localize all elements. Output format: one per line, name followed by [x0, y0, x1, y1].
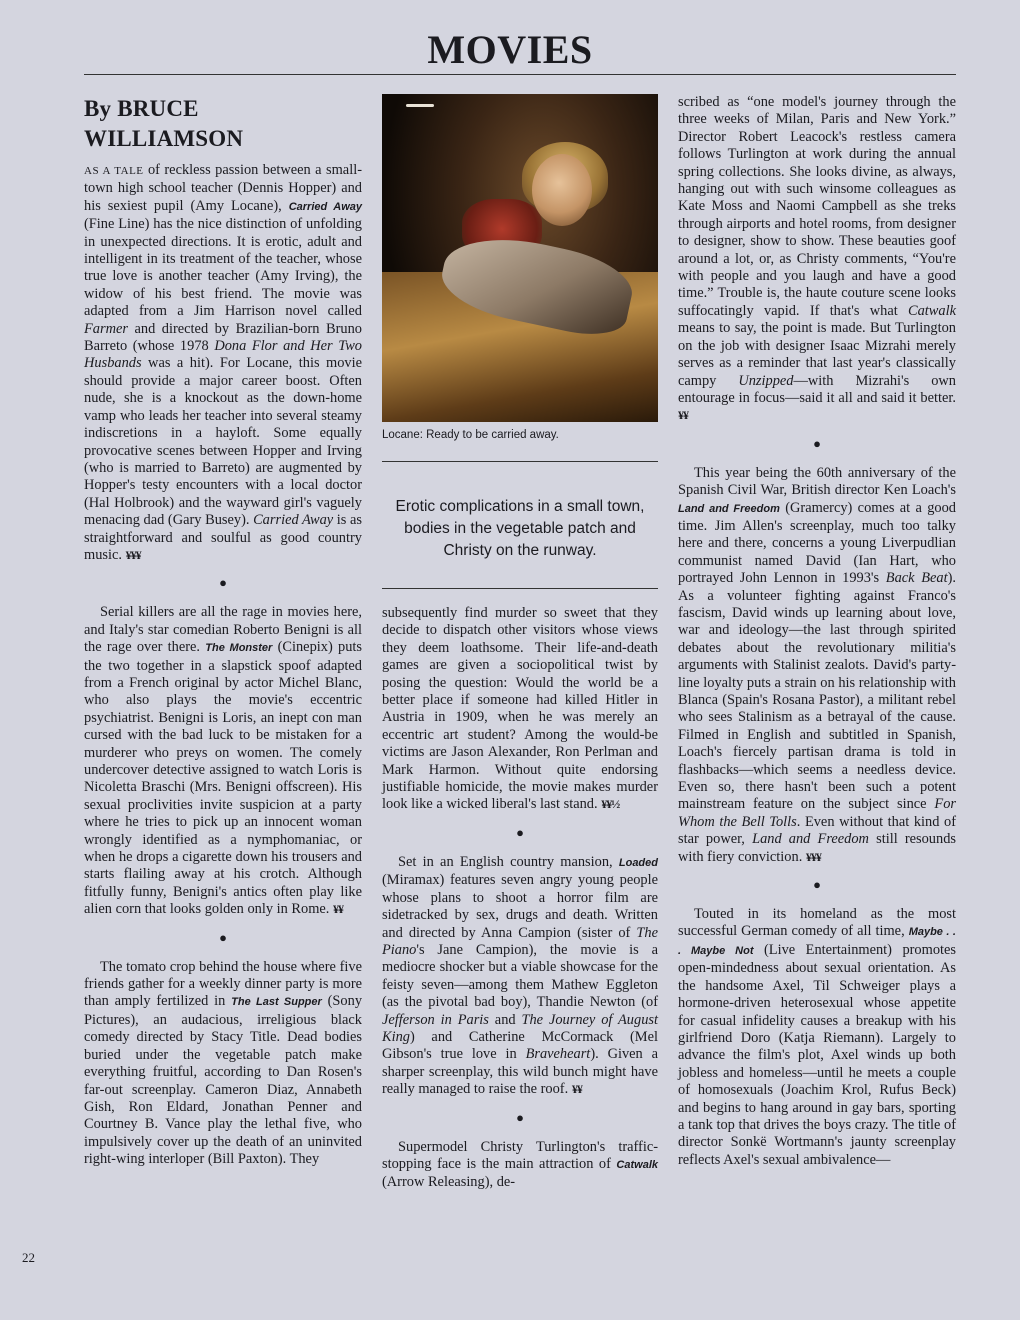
pull-quote-rule-bottom [382, 588, 658, 589]
column-2 [382, 94, 658, 1192]
byline: By BRUCE WILLIAMSON [84, 96, 244, 151]
rating-mark: ¥¥ [571, 1082, 582, 1097]
rating-mark: ¥¥½ [601, 797, 620, 812]
page-title: MOVIES [427, 27, 593, 72]
page-number: 22 [22, 1250, 35, 1265]
film-title: Carried Away [288, 200, 362, 213]
review-catwalk-cont: scribed as “one model's journey through the three weeks of Milan, Paris and New York.” Director Robert Leacock's restless camera follows Turlington at work during the annual spring collections. She looks divine, as always, hanging out with such winsome colleagues as Kate Moss and Naomi Campbell as she treks through airports and hotel rooms, from designer to designer, show to show. These beauties goof around a lot, or, as Christy comments, “You're with people and you laugh and have a good time.” Trouble is, the haute couture scene looks suffocatingly vapid. If that's what Catwalk means to say, the point is made. But Turlington on the job with designer Isaac Mizrahi merely serves as a reminder that last year's classically campy Unzipped—with Mizrahi's own entourage in focus—said it all and said it better. ¥¥ [678, 94, 956, 423]
section-bullet: ● [813, 435, 821, 451]
section-bullet: ● [219, 575, 227, 591]
column-3 [678, 94, 956, 1169]
review-last-supper: The tomato crop behind the house where five friends gather for a weekly dinner party is more than amply fertilized in The Last Supper (Sony Pictures), an audacious, irreligious black comedy directed by Stacy Title. Dead bodies buried under the vegetable patch make everything fruitful, according to Dan Rosen's far-out screenplay. Cameron Diaz, Annabeth Gish, Ron Eldard, Jonathan Penner and Courtney B. Vance play the lethal five, who impulsively cover up the death of an uninvited right-wing interloper (Bill Paxton). They [84, 958, 363, 1168]
pull-quote-rule-top [382, 461, 658, 462]
section-bullet: ● [813, 877, 821, 893]
review-carried-away: AS A TALE of reckless passion between a small-town high school teacher (Dennis Hopper) and his sexiest pupil (Amy Locane), Carried Away (Fine Line) has the nice distinction of unfolding in unexpected directions. It is erotic, adult and intelligent in its treatment of the teacher, whose true love is another teacher (Amy Irving), the widow of his best friend. The movie was adapted from a Jim Harrison novel called Farmer and directed by Brazilian-born Bruno Barreto (whose 1978 Dona Flor and Her Two Husbands was a hit). For Locane, this movie should provide a major career boost. Often nude, she is a knockout as the down-home vamp who leads her teacher into several steamy indiscretions in a hayloft. Some equally provocative scenes between Hopper and Irving (who is married to Barreto) are augmented by Hopper's testy encounters with a local doctor (Hal Holbrook) and the wayward girl's vaguely menacing dad (Gary Busey). Carried Away is as straightforward and soulful as good country music. ¥¥¥ [84, 162, 362, 563]
film-still-photo [382, 94, 658, 422]
section-bullet: ● [516, 1109, 524, 1125]
film-title: Catwalk [616, 1158, 658, 1171]
review-last-supper-cont: subsequently find murder so sweet that they decide to dispatch other visitors whose views they deem loathsome. Their life-and-death games are given a sociopolitical twist by posing the question: Would the world be a better place if someone had killed Hitler in Austria in 1909, when he was merely an eccentric art student? Among the would-be victims are Jason Alexander, Ron Perlman and Mark Harmon. Without quite endorsing justifiable homicide, the movie makes murder look like a wicked liberal's last stand. ¥¥½ [382, 605, 658, 813]
section-bullet: ● [516, 824, 524, 840]
title-rule [84, 74, 956, 75]
review-loaded: Set in an English country mansion, Loaded (Miramax) features seven angry young people whose plans to shoot a horror film are sidetracked by sex, drugs and death. Written and directed by Anna Campion (sister of The Piano's Jane Campion), the movie is a mediocre shocker but a viable showcase for the feisty seven—among them Mathew Eggleton (as the pivotal bad boy), Thandie Newton (of Jefferson in Paris and The Journey of August King) and Catherine McCormack (Mel Gibson's true love in Braveheart). Given a sharper screenplay, this wild bunch might have really managed to raise the roof. ¥¥ [382, 853, 658, 1098]
film-title: The Last Supper [231, 996, 322, 1009]
section-bullet: ● [219, 929, 227, 945]
film-title: Land and Freedom [678, 502, 780, 515]
rating-mark: ¥¥ [678, 408, 688, 423]
review-the-monster: Serial killers are all the rage in movies here, and Italy's star comedian Roberto Benigni is all the rage over there. The Monster (Cinepix) puts the two together in a slapstick spoof adapted from a French original by actor Michel Blanc, who also plays the movie's eccentric psychiatrist. Benigni is Loris, an inept con man cursed with the bad luck to be mistaken for a murderer who preys on women. The comely undercover detective assigned to watch Loris is Nicoletta Braschi (Mrs. Benigni offscreen). His sexual proclivities invite suspicion at a party where he tries to pick up an innocent woman wrongly identified as a nymphomaniac, or when he drops a cigarette down his trousers and starts flailing away at his crotch. Although fitfully funny, Benigni's antics often play like alien corn that looks golden only in Rome. ¥¥ [84, 604, 362, 918]
column-1 [84, 94, 362, 1169]
review-catwalk: Supermodel Christy Turlington's traffic-stopping face is the main attraction of Catwalk (Arrow Releasing), de- [382, 1138, 658, 1191]
review-maybe-maybe-not: Touted in its homeland as the most successful German comedy of all time, Maybe . . . Maybe Not (Live Entertainment) promotes open-mindedness about sexual orientation. As the handsome Axel, Til Schweiger plays a hormone-driven heterosexual whose appetite for casual infidelity causes a breakup with his girlfriend Doro (Katja Riemann). Largely to advance the film's plot, Axel winds up both jobless and homeless—until he meets a couple of homosexuals (Joachim Krol, Rufus Beck) and begins to hang around in gay bars, sporting a tank top that drives the boys crazy. The title of director Sonkë Wortmann's jaunty screenplay reflects Axel's sexual ambivalence— [678, 906, 957, 1168]
film-title: Loaded [618, 856, 658, 869]
rating-mark: ¥¥¥ [805, 849, 821, 864]
film-title: The Monster [205, 642, 273, 655]
review-land-and-freedom: This year being the 60th anniversary of the Spanish Civil War, British director Ken Loach's Land and Freedom (Gramercy) comes at a good time. Jim Allen's screenplay, much too talky here and there, concerns a young Liverpudlian communist named David (Ian Hart, who portrayed John Lennon in 1993's Back Beat). As a volunteer fighting against Franco's fascism, David winds up learning about love, war and ideology—the last through spirited debates about the revolutionary militia's arguments with Stalinist zealots. David's party-line loyalty puts a strain on his relationship with Blanca (Spain's Rosana Pastor), a militant rebel who sees Stalinism as a betrayal of the cause. Filmed in English and subtitled in Spanish, Loach's fiercely partisan drama is told in flashbacks—which seems a needless device. Even so, there hasn't been such a potent mainstream feature on the subject since For Whom the Bell Tolls. Even without that kind of star power, Land and Freedom still resounds with fiery conviction. ¥¥¥ [678, 464, 957, 865]
rating-mark: ¥¥¥ [125, 547, 141, 562]
pull-quote: Erotic complications in a small town, bodies in the vegetable patch and Christy on the runway. [395, 498, 645, 559]
rating-mark: ¥¥ [333, 902, 343, 917]
film-title: Maybe . . . Maybe Not [678, 926, 956, 957]
photo-caption: Locane: Ready to be carried away. [382, 429, 559, 441]
